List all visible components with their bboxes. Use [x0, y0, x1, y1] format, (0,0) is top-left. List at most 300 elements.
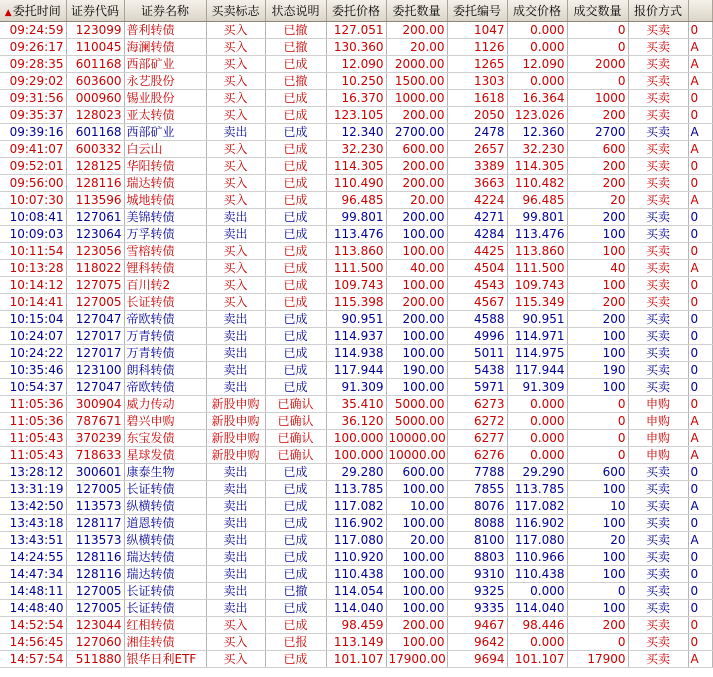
cell-order-number: 3389 [447, 158, 507, 175]
cell-security-code: 000960 [66, 90, 124, 107]
cell-flag: 0 [688, 243, 712, 260]
cell-security-name: 普利转债 [124, 22, 206, 39]
cell-quote-method: 买卖 [628, 22, 688, 39]
cell-trade-side: 卖出 [206, 345, 265, 362]
table-row[interactable] [0, 328, 712, 345]
cell-order-number: 1126 [447, 39, 507, 56]
cell-order-quantity: 200.00 [386, 158, 447, 175]
cell-deal-price: 16.364 [507, 90, 567, 107]
cell-deal-quantity: 2000 [567, 56, 628, 73]
table-row[interactable] [0, 141, 712, 158]
cell-trade-side: 卖出 [206, 464, 265, 481]
cell-trade-side: 卖出 [206, 328, 265, 345]
table-row[interactable] [0, 549, 712, 566]
cell-order-price: 113.860 [326, 243, 386, 260]
cell-order-price: 111.500 [326, 260, 386, 277]
cell-deal-quantity: 100 [567, 600, 628, 617]
cell-order-number: 8088 [447, 515, 507, 532]
column-header-quote-method[interactable] [628, 0, 688, 22]
cell-flag: 0 [688, 362, 712, 379]
column-header-label: 报价方式 [633, 4, 682, 18]
cell-flag: A [688, 56, 712, 73]
cell-order-number: 1303 [447, 73, 507, 90]
cell-order-price: 110.490 [326, 175, 386, 192]
cell-order-quantity: 10000.00 [386, 447, 447, 464]
cell-deal-price: 101.107 [507, 651, 567, 668]
column-header-security-name[interactable] [124, 0, 206, 22]
cell-trade-side: 买入 [206, 39, 265, 56]
cell-quote-method: 买卖 [628, 158, 688, 175]
cell-order-number: 4224 [447, 192, 507, 209]
cell-order-quantity: 100.00 [386, 634, 447, 651]
cell-order-time: 11:05:36 [0, 413, 66, 430]
cell-trade-side: 卖出 [206, 362, 265, 379]
table-row[interactable] [0, 583, 712, 600]
cell-status: 已成 [265, 90, 326, 107]
cell-deal-quantity: 200 [567, 617, 628, 634]
cell-deal-quantity: 2700 [567, 124, 628, 141]
table-row[interactable] [0, 498, 712, 515]
cell-order-price: 130.360 [326, 39, 386, 56]
cell-status: 已成 [265, 226, 326, 243]
table-row[interactable] [0, 226, 712, 243]
table-row[interactable] [0, 515, 712, 532]
cell-security-name: 碧兴申购 [124, 413, 206, 430]
cell-security-code: 113573 [66, 498, 124, 515]
cell-order-number: 4271 [447, 209, 507, 226]
table-row[interactable] [0, 175, 712, 192]
table-row[interactable] [0, 532, 712, 549]
cell-order-time: 13:28:12 [0, 464, 66, 481]
cell-flag: 0 [688, 634, 712, 651]
cell-order-quantity: 100.00 [386, 328, 447, 345]
cell-quote-method: 买卖 [628, 481, 688, 498]
cell-flag: 0 [688, 311, 712, 328]
cell-quote-method: 买卖 [628, 498, 688, 515]
cell-order-quantity: 10000.00 [386, 430, 447, 447]
column-header-order-price[interactable] [326, 0, 386, 22]
cell-quote-method: 买卖 [628, 651, 688, 668]
cell-status: 已成 [265, 192, 326, 209]
table-row[interactable] [0, 124, 712, 141]
cell-flag: A [688, 430, 712, 447]
cell-flag: 0 [688, 345, 712, 362]
cell-flag: 0 [688, 226, 712, 243]
cell-order-price: 114.305 [326, 158, 386, 175]
cell-order-quantity: 600.00 [386, 464, 447, 481]
cell-security-code: 787671 [66, 413, 124, 430]
column-header-order-time[interactable] [0, 0, 66, 22]
cell-deal-quantity: 0 [567, 583, 628, 600]
cell-status: 已成 [265, 345, 326, 362]
table-row[interactable] [0, 192, 712, 209]
cell-deal-quantity: 200 [567, 158, 628, 175]
table-row[interactable] [0, 379, 712, 396]
table-row[interactable] [0, 107, 712, 124]
table-row[interactable] [0, 447, 712, 464]
table-row[interactable] [0, 260, 712, 277]
cell-order-quantity: 100.00 [386, 226, 447, 243]
cell-deal-price: 113.785 [507, 481, 567, 498]
cell-order-number: 1618 [447, 90, 507, 107]
cell-order-quantity: 17900.00 [386, 651, 447, 668]
cell-order-quantity: 200.00 [386, 107, 447, 124]
column-header-order-quantity[interactable] [386, 0, 447, 22]
cell-quote-method: 买卖 [628, 379, 688, 396]
cell-trade-side: 卖出 [206, 583, 265, 600]
cell-quote-method: 买卖 [628, 141, 688, 158]
cell-deal-quantity: 1000 [567, 90, 628, 107]
cell-security-code: 113596 [66, 192, 124, 209]
cell-deal-price: 114.305 [507, 158, 567, 175]
cell-order-price: 16.370 [326, 90, 386, 107]
table-row[interactable] [0, 22, 712, 39]
table-row[interactable] [0, 209, 712, 226]
cell-order-time: 13:43:18 [0, 515, 66, 532]
cell-flag: A [688, 651, 712, 668]
table-row[interactable] [0, 617, 712, 634]
cell-trade-side: 卖出 [206, 566, 265, 583]
cell-status: 已成 [265, 175, 326, 192]
cell-order-price: 113.785 [326, 481, 386, 498]
cell-flag: A [688, 73, 712, 90]
table-row[interactable] [0, 430, 712, 447]
table-row[interactable] [0, 277, 712, 294]
cell-deal-price: 0.000 [507, 430, 567, 447]
cell-security-code: 128117 [66, 515, 124, 532]
cell-trade-side: 买入 [206, 175, 265, 192]
table-row[interactable] [0, 362, 712, 379]
cell-deal-quantity: 600 [567, 141, 628, 158]
cell-trade-side: 新股申购 [206, 396, 265, 413]
cell-security-name: 瑞达转债 [124, 549, 206, 566]
cell-flag: 0 [688, 617, 712, 634]
cell-order-time: 13:31:19 [0, 481, 66, 498]
cell-deal-quantity: 0 [567, 430, 628, 447]
column-header-security-code[interactable] [66, 0, 124, 22]
cell-security-name: 纵横转债 [124, 498, 206, 515]
cell-security-code: 127017 [66, 328, 124, 345]
cell-order-price: 115.398 [326, 294, 386, 311]
cell-order-time: 09:52:01 [0, 158, 66, 175]
table-row[interactable] [0, 90, 712, 107]
table-row[interactable] [0, 464, 712, 481]
cell-status: 已成 [265, 362, 326, 379]
cell-trade-side: 买入 [206, 294, 265, 311]
cell-order-quantity: 100.00 [386, 600, 447, 617]
cell-security-name: 湘佳转债 [124, 634, 206, 651]
cell-security-name: 华阳转债 [124, 158, 206, 175]
cell-order-time: 10:15:04 [0, 311, 66, 328]
cell-deal-price: 113.476 [507, 226, 567, 243]
cell-trade-side: 买入 [206, 107, 265, 124]
cell-status: 已成 [265, 107, 326, 124]
cell-deal-quantity: 40 [567, 260, 628, 277]
table-row[interactable] [0, 396, 712, 413]
cell-status: 已成 [265, 311, 326, 328]
cell-status: 已成 [265, 464, 326, 481]
cell-order-time: 10:54:37 [0, 379, 66, 396]
cell-deal-price: 0.000 [507, 447, 567, 464]
cell-order-price: 110.920 [326, 549, 386, 566]
cell-order-number: 4425 [447, 243, 507, 260]
cell-flag: 0 [688, 328, 712, 345]
cell-quote-method: 买卖 [628, 362, 688, 379]
cell-order-price: 36.120 [326, 413, 386, 430]
cell-order-time: 10:08:41 [0, 209, 66, 226]
cell-security-name: 朗科转债 [124, 362, 206, 379]
column-header-status[interactable] [265, 0, 326, 22]
cell-order-time: 13:42:50 [0, 498, 66, 515]
cell-order-time: 13:43:51 [0, 532, 66, 549]
cell-security-name: 星球发债 [124, 447, 206, 464]
cell-trade-side: 卖出 [206, 209, 265, 226]
cell-order-number: 8076 [447, 498, 507, 515]
cell-deal-quantity: 0 [567, 73, 628, 90]
sort-ascending-icon: ▲ [4, 8, 12, 18]
cell-order-price: 10.250 [326, 73, 386, 90]
cell-order-number: 9325 [447, 583, 507, 600]
cell-deal-quantity: 20 [567, 532, 628, 549]
cell-quote-method: 买卖 [628, 277, 688, 294]
cell-security-name: 道恩转债 [124, 515, 206, 532]
table-row[interactable] [0, 634, 712, 651]
cell-order-number: 4543 [447, 277, 507, 294]
cell-order-number: 8803 [447, 549, 507, 566]
cell-order-price: 113.476 [326, 226, 386, 243]
cell-deal-price: 114.971 [507, 328, 567, 345]
cell-security-code: 600332 [66, 141, 124, 158]
cell-flag: A [688, 532, 712, 549]
cell-security-code: 127005 [66, 294, 124, 311]
cell-security-code: 601168 [66, 56, 124, 73]
cell-order-price: 123.105 [326, 107, 386, 124]
cell-flag: 0 [688, 583, 712, 600]
cell-trade-side: 卖出 [206, 481, 265, 498]
cell-order-number: 2050 [447, 107, 507, 124]
cell-order-number: 1265 [447, 56, 507, 73]
cell-status: 已成 [265, 56, 326, 73]
table-row[interactable] [0, 158, 712, 175]
cell-quote-method: 买卖 [628, 328, 688, 345]
cell-deal-price: 114.040 [507, 600, 567, 617]
table-row[interactable] [0, 56, 712, 73]
cell-security-name: 锡业股份 [124, 90, 206, 107]
cell-status: 已成 [265, 379, 326, 396]
cell-deal-quantity: 100 [567, 345, 628, 362]
cell-status: 已成 [265, 600, 326, 617]
cell-order-quantity: 5000.00 [386, 396, 447, 413]
cell-order-number: 4996 [447, 328, 507, 345]
cell-deal-quantity: 100 [567, 566, 628, 583]
table-row[interactable] [0, 311, 712, 328]
cell-order-time: 10:14:41 [0, 294, 66, 311]
cell-security-code: 127017 [66, 345, 124, 362]
table-row[interactable] [0, 651, 712, 668]
cell-deal-price: 117.080 [507, 532, 567, 549]
cell-order-quantity: 100.00 [386, 345, 447, 362]
column-header-order-number[interactable] [447, 0, 507, 22]
table-row[interactable] [0, 413, 712, 430]
cell-deal-price: 0.000 [507, 634, 567, 651]
cell-order-quantity: 2700.00 [386, 124, 447, 141]
cell-order-quantity: 190.00 [386, 362, 447, 379]
cell-security-code: 123056 [66, 243, 124, 260]
cell-status: 已成 [265, 617, 326, 634]
column-header-trade-side[interactable] [206, 0, 265, 22]
cell-security-name: 康泰生物 [124, 464, 206, 481]
cell-order-time: 14:48:11 [0, 583, 66, 600]
cell-security-code: 127047 [66, 379, 124, 396]
cell-order-price: 91.309 [326, 379, 386, 396]
cell-deal-price: 0.000 [507, 396, 567, 413]
cell-trade-side: 买入 [206, 243, 265, 260]
cell-order-time: 10:13:28 [0, 260, 66, 277]
cell-flag: A [688, 141, 712, 158]
cell-deal-price: 0.000 [507, 39, 567, 56]
cell-deal-price: 123.026 [507, 107, 567, 124]
cell-order-price: 12.090 [326, 56, 386, 73]
cell-flag: 0 [688, 22, 712, 39]
cell-order-price: 29.280 [326, 464, 386, 481]
cell-security-name: 红相转债 [124, 617, 206, 634]
table-row[interactable] [0, 481, 712, 498]
cell-status: 已成 [265, 328, 326, 345]
cell-order-number: 9467 [447, 617, 507, 634]
cell-trade-side: 卖出 [206, 549, 265, 566]
cell-order-quantity: 100.00 [386, 243, 447, 260]
table-row[interactable] [0, 294, 712, 311]
cell-flag: A [688, 447, 712, 464]
cell-security-code: 128116 [66, 566, 124, 583]
table-row[interactable] [0, 566, 712, 583]
cell-security-code: 123100 [66, 362, 124, 379]
cell-order-quantity: 100.00 [386, 583, 447, 600]
cell-deal-quantity: 100 [567, 226, 628, 243]
cell-order-price: 109.743 [326, 277, 386, 294]
table-row[interactable] [0, 243, 712, 260]
cell-order-price: 116.902 [326, 515, 386, 532]
column-header-label: 委托时间 [12, 4, 61, 18]
cell-quote-method: 买卖 [628, 39, 688, 56]
cell-order-number: 6273 [447, 396, 507, 413]
cell-order-price: 32.230 [326, 141, 386, 158]
cell-status: 已确认 [265, 430, 326, 447]
cell-order-quantity: 200.00 [386, 294, 447, 311]
column-header-label: 委托编号 [452, 4, 501, 18]
cell-quote-method: 买卖 [628, 634, 688, 651]
table-row[interactable] [0, 73, 712, 90]
column-header-deal-price[interactable] [507, 0, 567, 22]
cell-order-time: 10:24:07 [0, 328, 66, 345]
cell-security-code: 123044 [66, 617, 124, 634]
cell-order-quantity: 1000.00 [386, 90, 447, 107]
cell-security-name: 瑞达转债 [124, 175, 206, 192]
cell-order-time: 14:52:54 [0, 617, 66, 634]
cell-quote-method: 买卖 [628, 464, 688, 481]
cell-security-code: 128023 [66, 107, 124, 124]
cell-flag: 0 [688, 515, 712, 532]
cell-quote-method: 买卖 [628, 73, 688, 90]
column-header-label: 证券代码 [70, 4, 119, 18]
cell-security-code: 127075 [66, 277, 124, 294]
cell-order-quantity: 20.00 [386, 532, 447, 549]
table-row[interactable] [0, 39, 712, 56]
cell-flag: 0 [688, 294, 712, 311]
cell-order-price: 99.801 [326, 209, 386, 226]
cell-trade-side: 买入 [206, 617, 265, 634]
cell-order-time: 09:28:35 [0, 56, 66, 73]
cell-deal-quantity: 100 [567, 481, 628, 498]
cell-order-quantity: 100.00 [386, 379, 447, 396]
cell-order-time: 11:05:43 [0, 447, 66, 464]
cell-security-name: 威力传动 [124, 396, 206, 413]
cell-deal-quantity: 20 [567, 192, 628, 209]
cell-order-quantity: 100.00 [386, 515, 447, 532]
cell-flag: 0 [688, 600, 712, 617]
cell-order-price: 127.051 [326, 22, 386, 39]
cell-order-time: 14:47:34 [0, 566, 66, 583]
cell-deal-quantity: 100 [567, 243, 628, 260]
cell-security-code: 718633 [66, 447, 124, 464]
cell-order-quantity: 200.00 [386, 311, 447, 328]
cell-order-price: 100.000 [326, 447, 386, 464]
cell-status: 已成 [265, 277, 326, 294]
cell-deal-quantity: 100 [567, 277, 628, 294]
cell-deal-price: 0.000 [507, 73, 567, 90]
cell-trade-side: 买入 [206, 158, 265, 175]
cell-order-quantity: 2000.00 [386, 56, 447, 73]
cell-quote-method: 申购 [628, 430, 688, 447]
cell-deal-price: 109.743 [507, 277, 567, 294]
cell-status: 已成 [265, 651, 326, 668]
cell-trade-side: 卖出 [206, 498, 265, 515]
cell-status: 已撤 [265, 22, 326, 39]
cell-order-time: 09:26:17 [0, 39, 66, 56]
cell-order-time: 09:29:02 [0, 73, 66, 90]
cell-order-quantity: 200.00 [386, 175, 447, 192]
column-header-flag[interactable] [688, 0, 712, 22]
cell-order-number: 9642 [447, 634, 507, 651]
table-row[interactable] [0, 600, 712, 617]
cell-deal-price: 0.000 [507, 22, 567, 39]
cell-quote-method: 买卖 [628, 124, 688, 141]
cell-security-code: 128125 [66, 158, 124, 175]
cell-flag: 0 [688, 158, 712, 175]
cell-deal-price: 117.944 [507, 362, 567, 379]
cell-trade-side: 新股申购 [206, 447, 265, 464]
cell-deal-quantity: 0 [567, 634, 628, 651]
cell-order-number: 5971 [447, 379, 507, 396]
cell-security-name: 长证转债 [124, 294, 206, 311]
cell-deal-quantity: 100 [567, 549, 628, 566]
cell-deal-price: 90.951 [507, 311, 567, 328]
cell-security-code: 118022 [66, 260, 124, 277]
cell-order-price: 100.000 [326, 430, 386, 447]
cell-status: 已确认 [265, 447, 326, 464]
cell-status: 已撤 [265, 73, 326, 90]
cell-order-price: 12.340 [326, 124, 386, 141]
column-header-deal-quantity[interactable] [567, 0, 628, 22]
cell-flag: 0 [688, 90, 712, 107]
cell-deal-quantity: 600 [567, 464, 628, 481]
cell-order-number: 2657 [447, 141, 507, 158]
cell-flag: 0 [688, 209, 712, 226]
cell-order-time: 09:24:59 [0, 22, 66, 39]
cell-order-time: 10:24:22 [0, 345, 66, 362]
table-row[interactable] [0, 345, 712, 362]
cell-status: 已成 [265, 209, 326, 226]
